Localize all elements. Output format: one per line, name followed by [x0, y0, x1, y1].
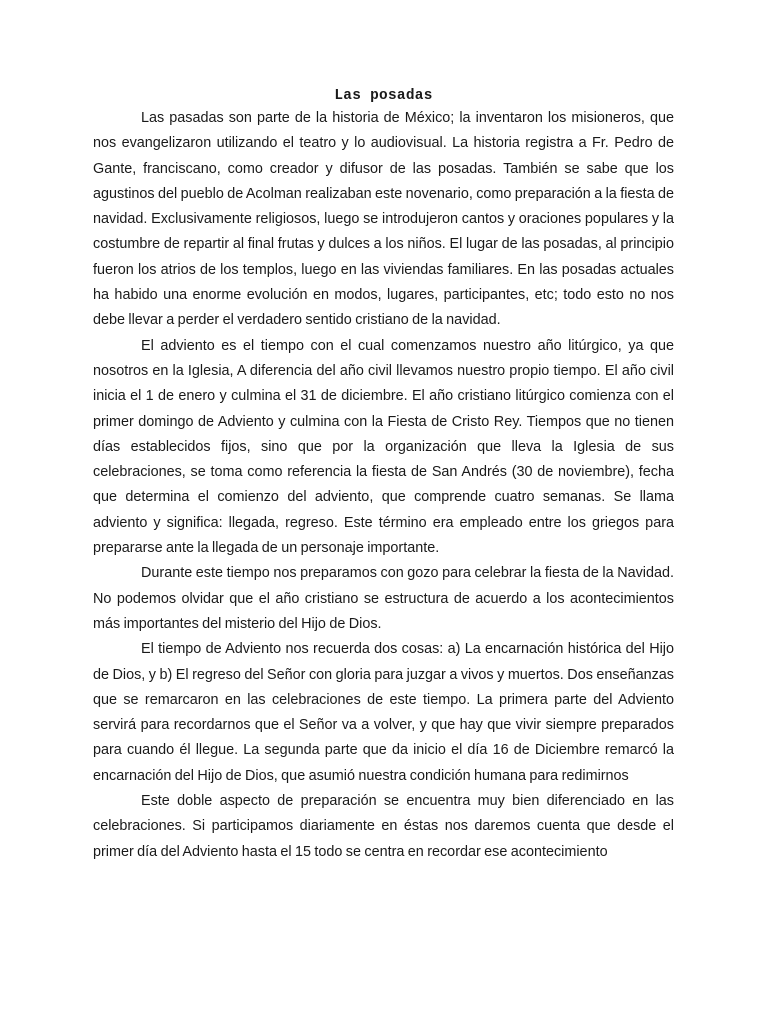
- paragraph-4: El tiempo de Adviento nos recuerda dos cosas: a) La encarnación histórica del Hijo de Dios, y b) El regreso del Señor con gloria para juzgar a vivos y muertos. Dos enseñanzas que se remarcaron en las celebraciones de este tiempo. La primera parte del Adviento servirá para recordarnos que el Señor va a volver, y que hay que vivir siempre preparados para cuando él llegue. La segunda parte que da inicio el día 16 de Diciembre remarcó la encarnación del Hijo de Dios, que asumió nuestra condición humana para redimirnos: [93, 641, 674, 784]
- paragraph-3: Durante este tiempo nos preparamos con gozo para celebrar la fiesta de la Navidad. No podemos olvidar que el año cristiano se estructura de acuerdo a los acontecimientos más importantes del misterio del Hijo de Dios.: [93, 565, 674, 632]
- paragraph-1: Las pasadas son parte de la historia de México; la inventaron los misioneros, que nos evangelizaron utilizando el teatro y lo audiovisual. La historia registra a Fr. Pedro de Gante, franciscano, como creador y difusor de las posadas. También se sabe que los agustinos del pueblo de Acolman realizaban este novenario, como preparación a la fiesta de navidad. Exclusivamente religiosos, luego se introdujeron cantos y oraciones populares y la costumbre de repartir al final frutas y dulces a los niños. El lugar de las posadas, al principio fueron los atrios de los templos, luego en las viviendas familiares. En las posadas actuales ha habido una enorme evolución en modos, lugares, participantes, etc; todo esto no nos debe llevar a perder el verdadero sentido cristiano de la navidad.: [93, 110, 675, 329]
- document-page: [93, 87, 674, 865]
- paragraph-2: El adviento es el tiempo con el cual comenzamos nuestro año litúrgico, ya que nosotros en la Iglesia, A diferencia del año civil llevamos nuestro propio tiempo. El año civil inicia el 1 de enero y culmina el 31 de diciembre. El año cristiano litúrgico comienza con el primer domingo de Adviento y culmina con la Fiesta de Cristo Rey. Tiempos que no tienen días establecidos fijos, sino que por la organización que lleva la Iglesia de sus celebraciones, se toma como referencia la fiesta de San Andrés (30 de noviembre), fecha que determina el comienzo del adviento, que comprende cuatro semanas. Se llama adviento y significa: llegada, regreso. Este término era empleado entre los griegos para prepararse ante la llegada de un personaje importante.: [93, 337, 674, 557]
- paragraph-5: Este doble aspecto de preparación se encuentra muy bien diferenciado en las celebraciones. Si participamos diariamente en éstas nos daremos cuenta que desde el primer día del Adviento hasta el 15 todo se centra en recordar ese acontecimiento: [93, 793, 674, 860]
- document-title: Las posadas: [334, 88, 433, 104]
